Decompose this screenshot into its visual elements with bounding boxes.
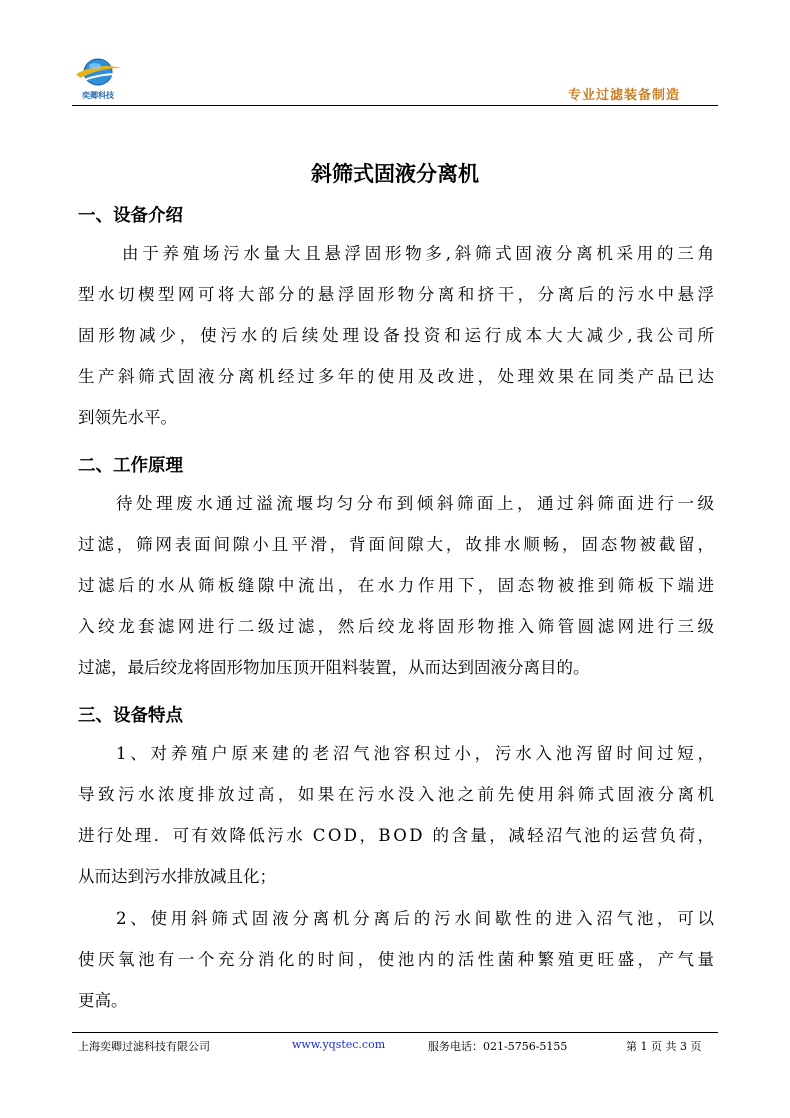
- text-line: 到领先水平。: [78, 408, 177, 427]
- text-line: 进行处理．可有效降低污水 COD，BOD 的含量，减轻沼气池的运营负荷，: [78, 826, 717, 845]
- paragraph-feature-1: [78, 733, 718, 897]
- section-heading-introduction: 一、设备介绍: [78, 206, 183, 226]
- text-line: 入绞龙套滤网进行二级过滤，然后绞龙将固形物推入筛管圆滤网进行三级: [78, 617, 718, 636]
- footer-phone: 服务电话：021-5756-5155: [428, 1040, 568, 1053]
- text-line: 过滤后的水从筛板缝隙中流出，在水力作用下，固态物被推到筛板下端进: [78, 576, 718, 595]
- footer-website-link[interactable]: www.yqstec.com: [292, 1038, 386, 1051]
- footer-page-number: 第 1 页 共 3 页: [626, 1040, 702, 1053]
- text-line: 2、使用斜筛式固液分离机分离后的污水间歇性的进入沼气池，可以: [116, 909, 718, 928]
- company-logo: [74, 54, 124, 102]
- text-line: 1、对养殖户原来建的老沼气池容积过小，污水入池泻留时间过短，: [116, 744, 718, 763]
- section-heading-working-principle: 二、工作原理: [78, 456, 183, 476]
- text-line: 过滤，最后绞龙将固形物加压顶开阻料装置，从而达到固液分离目的。: [78, 658, 590, 677]
- globe-logo-icon: [74, 54, 124, 92]
- text-line: 更高。: [78, 991, 128, 1010]
- paragraph-introduction: [78, 233, 718, 438]
- text-line: 过滤，筛网表面间隙小且平滑，背面间隙大，故排水顺畅，固态物被截留，: [78, 535, 717, 554]
- footer-divider: [72, 1032, 718, 1033]
- text-line: 使厌氧池有一个充分消化的时间，使池内的活性菌种繁殖更旺盛，产气量: [78, 950, 718, 969]
- logo-text: 奕卿科技: [82, 91, 114, 100]
- paragraph-feature-2: [78, 898, 718, 1021]
- header-divider: [72, 105, 718, 106]
- text-line: 型水切楔型网可将大部分的悬浮固形物分离和挤干，分离后的污水中悬浮: [78, 285, 718, 304]
- page-header: [72, 50, 718, 106]
- text-line: 生产斜筛式固液分离机经过多年的使用及改进，处理效果在同类产品已达: [78, 367, 718, 386]
- paragraph-working-principle: [78, 483, 718, 688]
- text-line: 待处理废水通过溢流堰均匀分布到倾斜筛面上，通过斜筛面进行一级: [116, 494, 718, 513]
- company-slogan: 专业过滤装备制造: [567, 88, 680, 103]
- document-title: 斜筛式固液分离机: [311, 162, 479, 186]
- text-line: 从而达到污水排放减且化；: [78, 867, 276, 886]
- section-heading-features: 三、设备特点: [78, 706, 183, 726]
- text-line: 导致污水浓度排放过高，如果在污水没入池之前先使用斜筛式固液分离机: [78, 785, 718, 804]
- text-line: 固形物减少，使污水的后续处理设备投资和运行成本大大减少,我公司所: [78, 326, 718, 345]
- text-line: 由于养殖场污水量大且悬浮固形物多,斜筛式固液分离机采用的三角: [122, 244, 718, 263]
- footer-company: 上海奕卿过滤科技有限公司: [78, 1040, 210, 1053]
